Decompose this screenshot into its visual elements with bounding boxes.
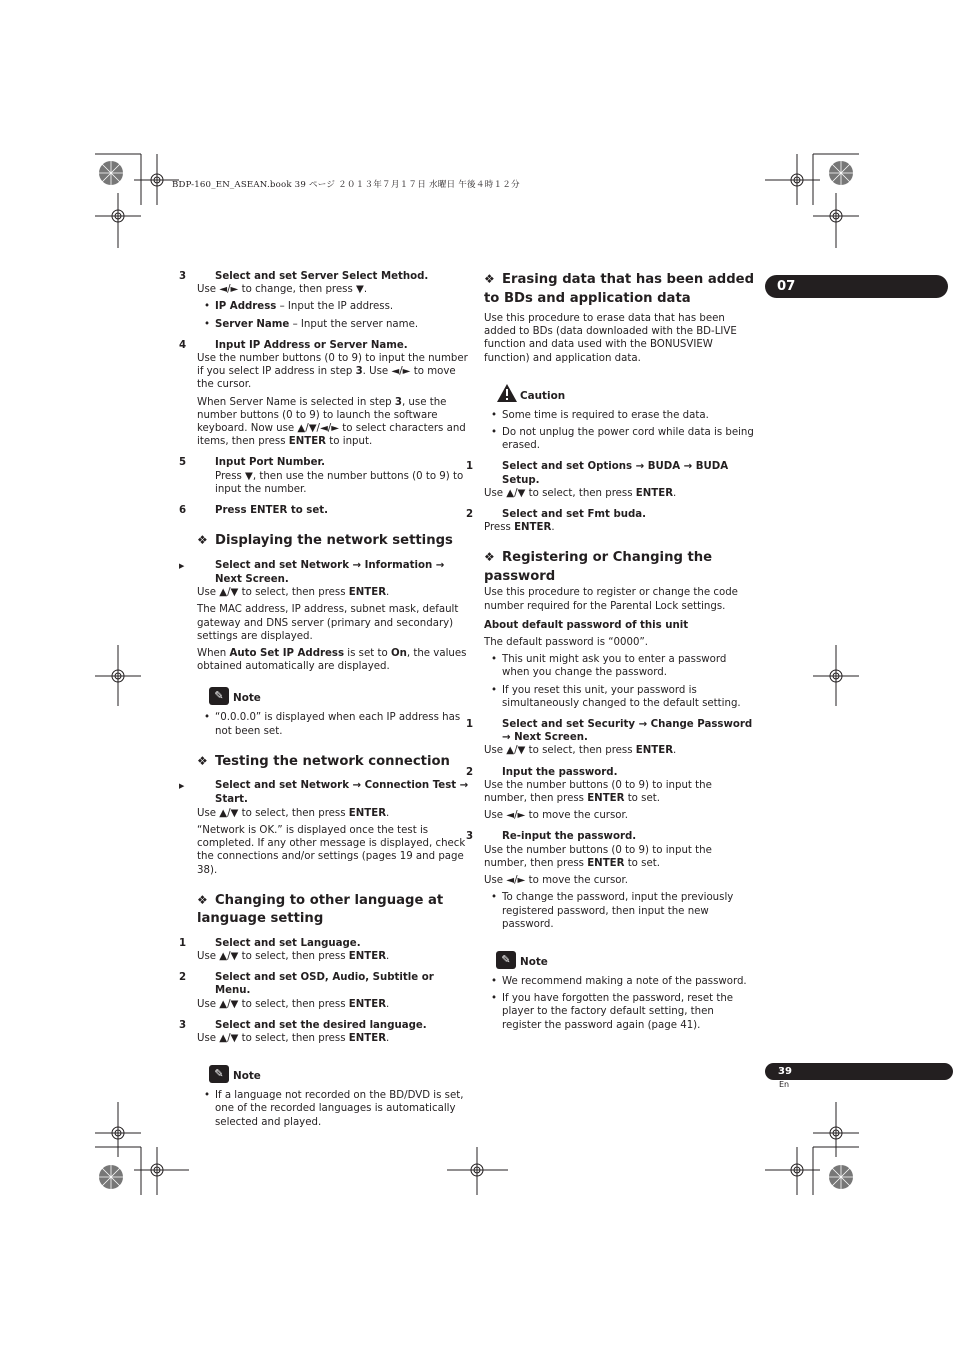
step-text: Use ▲/▼ to select, then press ENTER.	[197, 950, 390, 962]
step-input-ip: 4 Input IP Address or Server Name.	[179, 339, 408, 351]
diamond-icon: ❖	[197, 753, 208, 768]
note-bullet: • We recommend making a note of the password.	[484, 975, 756, 988]
step-reinput-password: 3 Re-input the password.	[466, 831, 637, 843]
right-column	[466, 270, 756, 1032]
note-pencil-icon: ✎	[209, 687, 229, 705]
step-text: Use ◄/► to change, then press ▼.	[197, 284, 368, 296]
step-buda-setup: 1 Select and set Options → BUDA → BUDA Setup.	[466, 461, 729, 486]
step-text: Use ▲/▼ to select, then press ENTER.	[197, 998, 390, 1010]
step-text: Use ▲/▼ to select, then press ENTER.	[197, 807, 390, 819]
step-text: Use the number buttons (0 to 9) to input the number, then press ENTER to set.	[484, 844, 712, 869]
step-text: Use ◄/► to move the cursor.	[484, 875, 629, 887]
heading-display-network: ❖ Displaying the network settings	[197, 533, 453, 549]
paragraph: When Server Name is selected in step 3, use the number buttons (0 to 9) to launch the software keyboard. Now use ▲/▼/◄/► to select characters and items, then press ENTER to input.	[197, 396, 466, 448]
step-press-enter: 6 Press ENTER to set.	[179, 505, 328, 517]
language-code: En	[779, 1080, 790, 1089]
list-item: • This unit might ask you to enter a password when you change the password.	[484, 653, 756, 679]
heading-language-setting: ❖ Changing to other language at language setting	[197, 892, 444, 927]
paragraph: Use this procedure to register or change the code number required for the Parental Lock settings.	[484, 587, 738, 612]
heading-password: ❖ Registering or Changing the password	[484, 550, 713, 584]
step-text: Press ▼, then use the number buttons (0 to 9) to input the number.	[215, 470, 464, 495]
paragraph: The MAC address, IP address, subnet mask, default gateway and DNS server (primary and secondary) settings are displayed.	[197, 604, 459, 642]
step-fmt-buda: 2 Select and set Fmt buda.	[466, 509, 647, 521]
step-text: Press ENTER.	[484, 522, 555, 534]
note-header: ✎ Note	[197, 687, 469, 707]
step-input-password: 2 Input the password.	[466, 766, 618, 778]
paragraph: When Auto Set IP Address is set to On, the values obtained automatically are displayed.	[197, 647, 467, 673]
note-bullet: • If you have forgotten the password, reset the player to the factory default setting, then register the password again (page 41).	[484, 992, 756, 1032]
step-text: Use ▲/▼ to select, then press ENTER.	[197, 587, 390, 599]
chapter-tab: 07	[765, 275, 948, 298]
note-bullet: • “0.0.0.0” is displayed when each IP address has not been set.	[197, 711, 469, 737]
step-text: Use ▲/▼ to select, then press ENTER.	[484, 487, 677, 499]
diamond-icon: ❖	[484, 272, 495, 286]
step-change-password: 1 Select and set Security → Change Password → Next Screen.	[466, 719, 753, 744]
step-text: Use the number buttons (0 to 9) to input the number, then press ENTER to set.	[484, 779, 712, 805]
paragraph: Use the number buttons (0 to 9) to input the number if you select IP address in step 3. Use ◄/► to move the cursor.	[197, 353, 468, 391]
step-language: 1 Select and set Language.	[179, 937, 361, 949]
heading-test-network: ❖ Testing the network connection	[197, 753, 450, 769]
heading-erase-data: ❖ Erasing data that has been added to BDs and application data	[484, 272, 755, 306]
list-item: • To change the password, input the previously registered password, then input the new password.	[484, 891, 756, 931]
diamond-icon: ❖	[484, 550, 495, 565]
left-column	[179, 270, 469, 1129]
step-text: Use ▲/▼ to select, then press ENTER.	[197, 1032, 390, 1044]
note-header: ✎ Note	[197, 1065, 469, 1085]
print-header: BDP-160_EN_ASEAN.book 39 ページ ２０１３年７月１７日 水曜日 午後４時１２分	[172, 180, 520, 190]
caution-warning-icon	[497, 384, 517, 402]
diamond-icon: ❖	[197, 892, 208, 907]
bullet-ip-address: • IP Address – Input the IP address.	[197, 300, 469, 313]
triangle-bullet-icon: ▶	[179, 561, 185, 570]
step-text: Use ▲/▼ to select, then press ENTER.	[484, 745, 677, 757]
step-port-number: 5 Input Port Number.	[179, 457, 325, 469]
step-network-information: ▶ Select and set Network → Information → Next Screen.	[179, 559, 445, 585]
page-number-tab: 39	[765, 1063, 953, 1080]
caution-header: Caution	[484, 385, 756, 405]
bullet-server-name: • Server Name – Input the server name.	[197, 318, 469, 331]
note-pencil-icon: ✎	[209, 1065, 229, 1083]
triangle-bullet-icon: ▶	[179, 782, 185, 791]
step-server-select: 3 Select and set Server Select Method.	[179, 271, 429, 282]
paragraph: Use this procedure to erase data that has been added to BDs (data downloaded with the BD-LIVE function and data used with the BONUSVIEW function) and application data.	[484, 313, 737, 364]
step-osd-audio: 2 Select and set OSD, Audio, Subtitle or Menu.	[179, 972, 434, 997]
list-item: • If you reset this unit, your password is simultaneously changed to the default setting.	[484, 684, 756, 710]
diamond-icon: ❖	[197, 533, 208, 548]
step-text: Use ◄/► to move the cursor.	[484, 810, 629, 822]
note-bullet: • If a language not recorded on the BD/DVD is set, one of the recorded languages is automatically selected and played.	[197, 1089, 469, 1129]
paragraph: The default password is “0000”.	[484, 637, 648, 649]
note-pencil-icon: ✎	[496, 951, 516, 969]
paragraph: “Network is OK.” is displayed once the test is completed. If any other message is displayed, check the connections and/or settings (pages 19 and page 38).	[197, 824, 466, 876]
subheading-default-password: About default password of this unit	[484, 619, 689, 631]
caution-bullet: • Do not unplug the power cord while data is being erased.	[484, 426, 756, 452]
note-header: ✎ Note	[484, 951, 756, 971]
step-connection-test: ▶ Select and set Network → Connection Test → Start.	[179, 780, 469, 806]
caution-bullet: • Some time is required to erase the data.	[484, 409, 756, 422]
step-desired-language: 3 Select and set the desired language.	[179, 1019, 427, 1031]
